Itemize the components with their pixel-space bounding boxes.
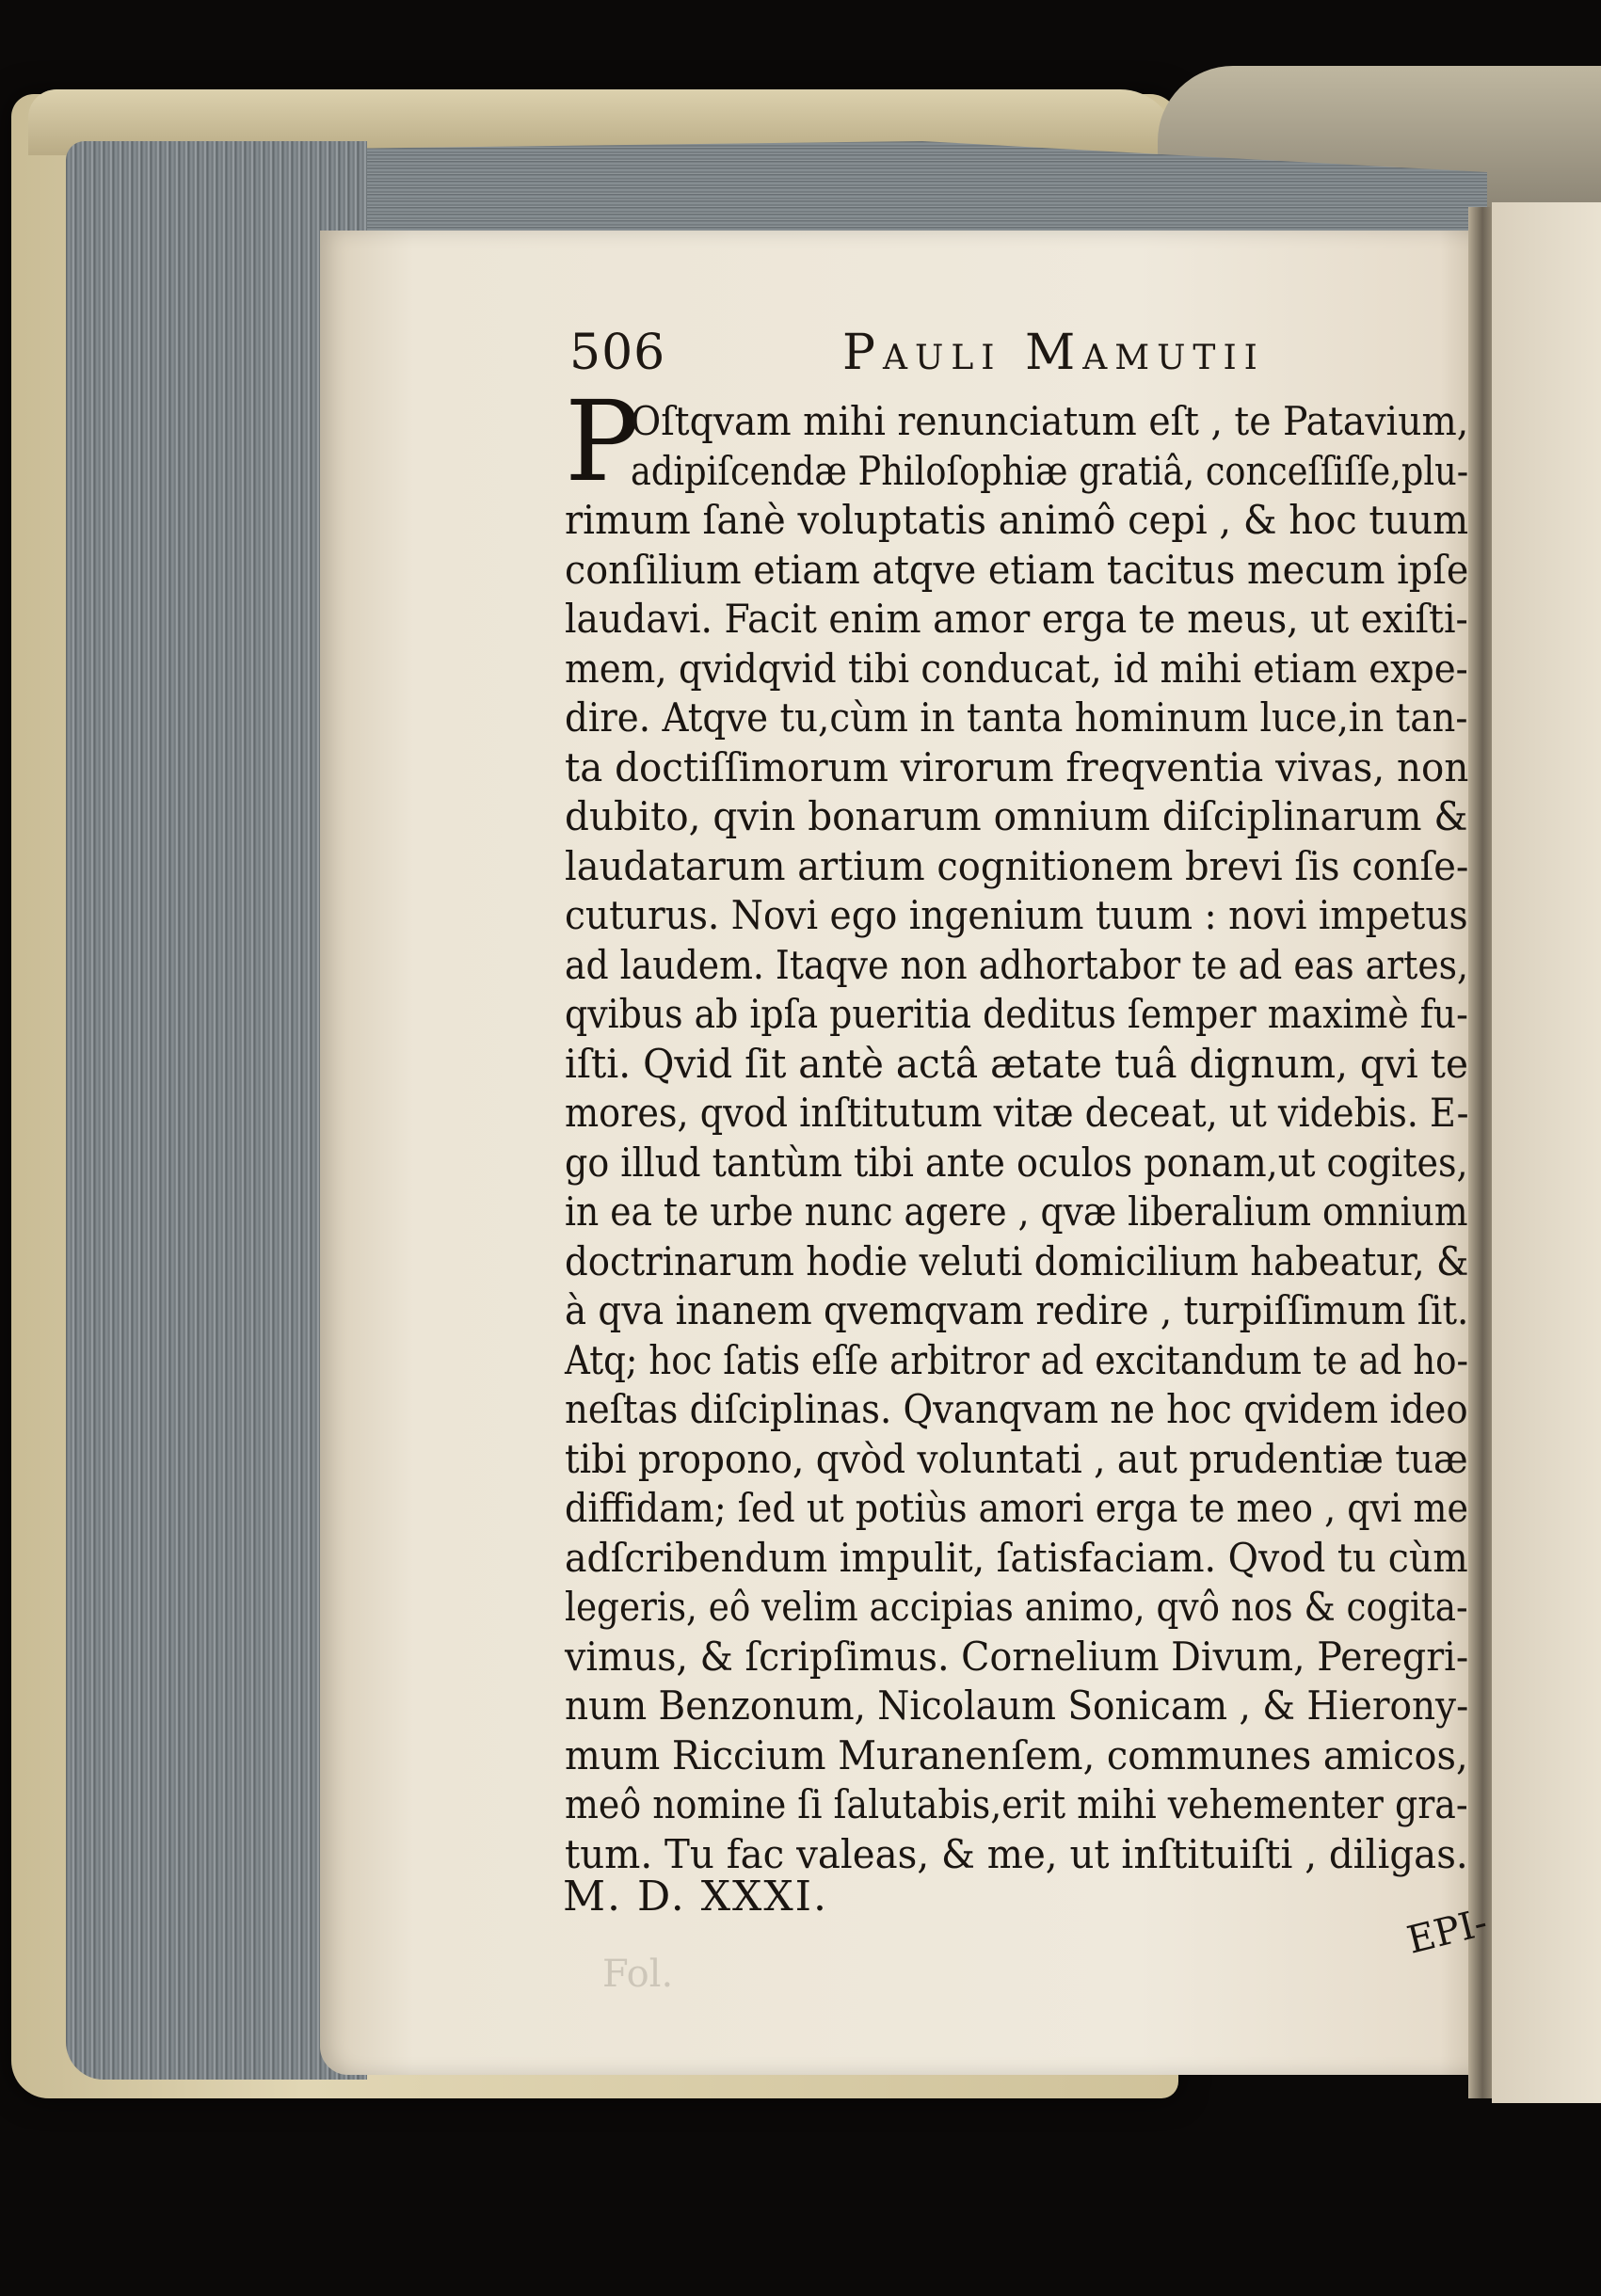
text-line: dire. Atqve tu,cùm in tanta hominum luce,in tan- [565,694,1468,741]
text-line: diffidam; ſed ut potiùs amori erga te meo , qvi me [565,1485,1469,1531]
text-line: qvibus ab ipſa pueritia deditus ſemper maximè fu- [565,991,1468,1037]
right-page [1492,202,1601,2103]
text-line: rimum ſanè voluptatis animô cepi , & hoc tuum [565,497,1469,543]
text-line: Oſtqvam mihi renunciatum eſt , te Patavium, [631,398,1469,444]
text-line: adipiſcendæ Philoſophiæ gratiâ, conceſſiſſe,plu- [631,447,1469,494]
letter-date: M. D. XXXI. [563,1873,829,1921]
text-line: Atq; hoc ſatis eſſe arbitror ad excitandum te ad ho- [565,1336,1469,1383]
text-line: mem, qvidqvid tibi conducat, id mihi etiam expe- [565,645,1468,692]
text-line: laudavi. Facit enim amor erga te meus, ut exiſti- [565,596,1468,642]
text-line: in ea te urbe nunc agere , qvæ liberalium omnium [565,1188,1468,1235]
text-line: legeris, eô velim accipias animo, qvô nos & cogita- [565,1584,1468,1630]
text-line: doctrinarum hodie veluti domicilium habeatur, & [565,1237,1469,1284]
text-line: conſilium etiam atqve etiam tacitus mecum ipſe [565,546,1469,593]
text-line: ta doctiſſimorum virorum freqventia vivas, non [565,743,1469,790]
page-header [569,325,1473,391]
text-line: mum Riccium Muranenſem, communes amicos, [565,1731,1468,1778]
page-number: 506 [569,325,666,381]
show-through-text: Fol. [602,1953,674,1996]
text-line: mores, qvod inſtitutum vitæ deceat, ut videbis. E- [565,1090,1469,1136]
text-line: tum. Tu fac valeas, & me, ut inſtituiſti , diligas. [565,1830,1468,1877]
text-line: laudatarum artium cognitionem brevi ſis conſe- [565,842,1469,889]
text-line: cuturus. Novi ego ingenium tuum : novi impetus [565,892,1468,938]
text-line: neſtas diſciplinas. Qvanqvam ne hoc qvidem ideo [565,1386,1468,1432]
running-head: Pauli Mamutii [842,325,1265,381]
text-line: dubito, qvin bonarum omnium diſciplinarum & [565,793,1468,839]
text-line: vimus, & ſcripſimus. Cornelium Divum, Peregri- [565,1633,1469,1680]
text-line: iſti. Qvid ſit antè actâ ætate tuâ dignum, qvi te [565,1040,1469,1087]
text-line: à qva inanem qvemqvam redire , turpiſſimum ſit. [565,1287,1469,1333]
text-line: go illud tantùm tibi ante oculos ponam,ut cogites, [565,1139,1468,1186]
text-line: tibi propono, qvòd voluntati , aut prudentiæ tuæ [565,1435,1468,1482]
text-line: ad laudem. Itaqve non adhortabor te ad eas artes, [565,941,1469,988]
drop-capital: P [565,376,640,506]
text-line: adſcribendum impulit, ſatisfaciam. Qvod tu cùm [565,1534,1468,1581]
text-line: num Benzonum, Nicolaum Sonicam , & Hierony- [565,1682,1469,1729]
text-line: meô nomine ſi ſalutabis,erit mihi vehementer gra- [565,1781,1468,1827]
catchword: EPI- [1402,1901,1492,1963]
